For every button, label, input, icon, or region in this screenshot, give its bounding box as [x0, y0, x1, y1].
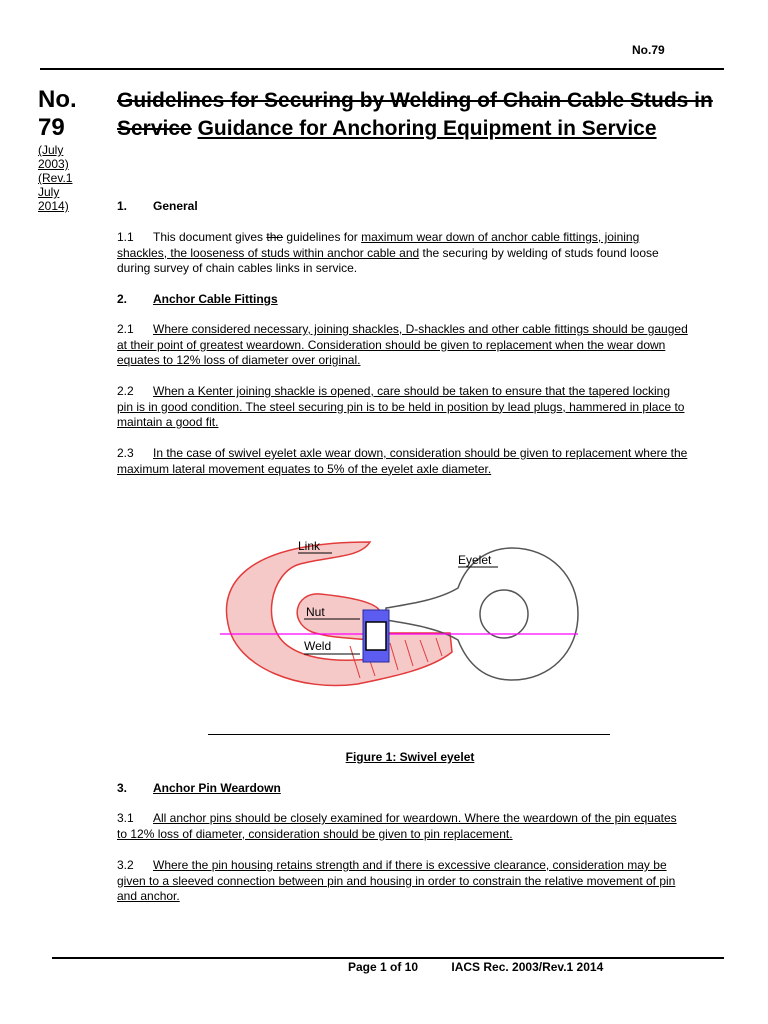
swivel-eyelet-figure [200, 528, 600, 700]
paragraph-number: 1.1 [117, 230, 134, 244]
paragraph-text: the securing by welding of studs found loose during survey of chain cables links in service. [117, 245, 659, 275]
paragraph-1-1 [117, 230, 689, 277]
paragraph-2-2 [117, 384, 689, 431]
link-shape [226, 542, 452, 686]
date-line: 2014) [38, 199, 69, 213]
section-number: 2. [117, 292, 128, 306]
paragraph-2-1 [117, 322, 689, 369]
struck-word: the [266, 230, 284, 244]
eyelet-hole [480, 590, 528, 638]
label-link: Link [298, 539, 321, 553]
paragraph-text: In the case of swivel eyelet axle wear down, consideration should be given to replacement where the maximum lateral movement equates to 5% of the eyelet axle diameter. [117, 446, 688, 476]
date-line: (July [38, 143, 64, 157]
section-3-heading [117, 781, 281, 795]
label-nut: Nut [306, 605, 325, 619]
page-title [117, 87, 717, 143]
paragraph-text: guidelines for [283, 230, 362, 244]
label-weld: Weld [304, 639, 332, 653]
date-line: 2003) [38, 157, 69, 171]
recommendation-number [38, 86, 77, 142]
paragraph-text: Where considered necessary, joining shackles, D-shackles and other cable fittings should be gauged at their point of greatest weardown. Consideration should be given to replacement when the wear down equates to 12% loss of diameter over original. [117, 322, 688, 367]
paragraph-number: 3.2 [117, 858, 134, 872]
paragraph-text: This document gives [153, 230, 267, 244]
date-line: (Rev.1 [38, 171, 73, 185]
paragraph-number: 2.2 [117, 384, 134, 398]
footer-reference: IACS Rec. 2003/Rev.1 2014 [451, 960, 604, 974]
big-no-value: 79 [38, 114, 65, 141]
figure-rule [208, 734, 610, 735]
section-number: 1. [117, 199, 128, 213]
revision-dates [38, 143, 108, 213]
section-title: General [153, 199, 198, 213]
footer-rule [52, 957, 724, 959]
section-title: Anchor Pin Weardown [153, 781, 281, 795]
figure-caption: Figure 1: Swivel eyelet [345, 750, 475, 764]
page-footer [348, 960, 603, 974]
paragraph-2-3 [117, 446, 689, 477]
section-number: 3. [117, 781, 128, 795]
paragraph-number: 3.1 [117, 811, 134, 825]
paragraph-text: All anchor pins should be closely examined for weardown. Where the weardown of the pin equates to 12% loss of diameter, consideration should be given to pin replacement. [117, 811, 677, 841]
paragraph-number: 2.3 [117, 446, 134, 460]
section-2-heading [117, 292, 278, 306]
title-struck-text: Guidelines for Securing by Welding of Chain Cable Studs in Service [117, 89, 713, 140]
paragraph-text: Where the pin housing retains strength and if there is excessive clearance, consideration may be given to a sleeved connection between pin and housing in order to constrain the relative movement of pin and anchor. [117, 858, 676, 903]
paragraph-3-2 [117, 858, 689, 905]
paragraph-text: When a Kenter joining shackle is opened, care should be taken to ensure that the tapered locking pin is in good condition. The steel securing pin is to be held in position by lead plugs, hammered in place to maintain a good fit. [117, 384, 685, 429]
section-1-heading [117, 199, 198, 213]
stud-outline [366, 622, 386, 650]
inserted-text: maximum wear down of anchor cable fittings, joining shackles, the looseness of studs within anchor cable and [117, 230, 640, 260]
big-no-label: No. [38, 86, 77, 113]
title-new-text: Guidance for Anchoring Equipment in Service [197, 117, 657, 140]
section-title: Anchor Cable Fittings [153, 292, 278, 306]
label-eyelet: Eyelet [458, 553, 492, 567]
paragraph-3-1 [117, 811, 689, 842]
paragraph-number: 2.1 [117, 322, 134, 336]
date-line: July [38, 185, 60, 199]
page-number: Page 1 of 10 [348, 960, 419, 974]
header-rule [40, 68, 724, 70]
document-number: No.79 [632, 43, 665, 57]
